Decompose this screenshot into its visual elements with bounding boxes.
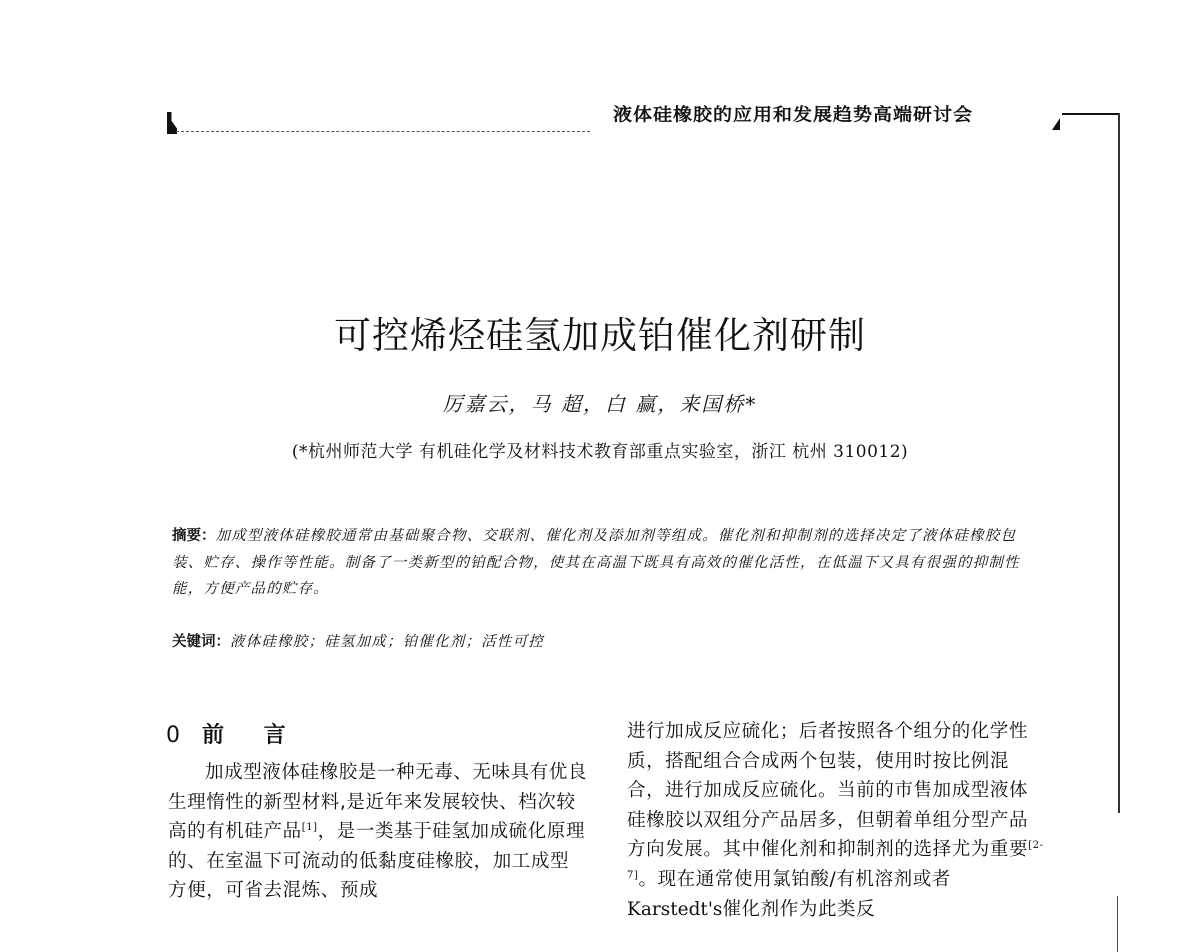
paper-affiliation: (*杭州师范大学 有机硅化学及材料技术教育部重点实验室，浙江 杭州 310012)	[291, 442, 909, 462]
header-end-mark	[1052, 118, 1060, 130]
paragraph	[168, 758, 588, 906]
running-header-title: 液体硅橡胶的应用和发展趋势高端研讨会	[613, 104, 974, 125]
body-text: 加成型液体硅橡胶是一种无毒、无味具有优良生理惰性的新型材料,是近年来发展较快、档次较高的有机硅产品	[168, 762, 588, 843]
abstract-text: 加成型液体硅橡胶通常由基础聚合物、交联剂、催化剂及添加剂等组成。催化剂和抑制剂的选择决定了液体硅橡胶包装、贮存、操作等性能。制备了一类新型的铂配合物，使其在高温下既具有高效的催化活性，在低温下又具有很强的抑制性能，方便产品的贮存。	[172, 528, 1020, 597]
body-text: 进行加成反应硫化；后者按照各个组分的化学性质，搭配组合合成两个包装，使用时按比例混合，进行加成反应硫化。当前的市售加成型液体硅橡胶以双组分产品居多，但朝着单组分型产品方向发展。其中催化剂和抑制剂的选择尤为重要	[627, 721, 1029, 861]
keywords	[172, 629, 1042, 655]
abstract-label: 摘要：	[172, 528, 216, 544]
paper-authors: 厉嘉云，马 超，白 赢，来国桥*	[442, 392, 758, 416]
header-rule	[176, 131, 590, 132]
citation-ref: [2-7]	[627, 840, 1044, 881]
section-number: 0	[166, 723, 180, 748]
body-text: 。现在通常使用氯铂酸/有机溶剂或者	[638, 868, 951, 890]
abstract	[172, 523, 1042, 603]
paper-title: 可控烯烃硅氢加成铂催化剂研制	[334, 314, 866, 357]
citation-ref: [1]	[301, 822, 318, 834]
page-border-right-lower	[1117, 896, 1118, 952]
header-rule-right	[1062, 113, 1120, 115]
body-text: ，是一类基于硅氢加成硫化原理的、在室温下可流动的低黏度硅橡胶，加工成型方便，可省去混炼、预成	[168, 821, 586, 902]
paragraph	[627, 717, 1045, 924]
body-column-right	[627, 717, 1045, 924]
page-border-right	[1118, 113, 1120, 813]
section-title: 前 言	[202, 723, 302, 748]
body-text: 催化剂作为此类反	[722, 898, 876, 920]
keywords-text: 液体硅橡胶；硅氢加成；铂催化剂；活性可控	[230, 634, 544, 650]
keywords-label: 关键词：	[172, 634, 230, 650]
section-heading	[166, 718, 302, 749]
catalyst-name: Karstedt's	[627, 898, 723, 920]
body-column-left	[168, 758, 588, 906]
